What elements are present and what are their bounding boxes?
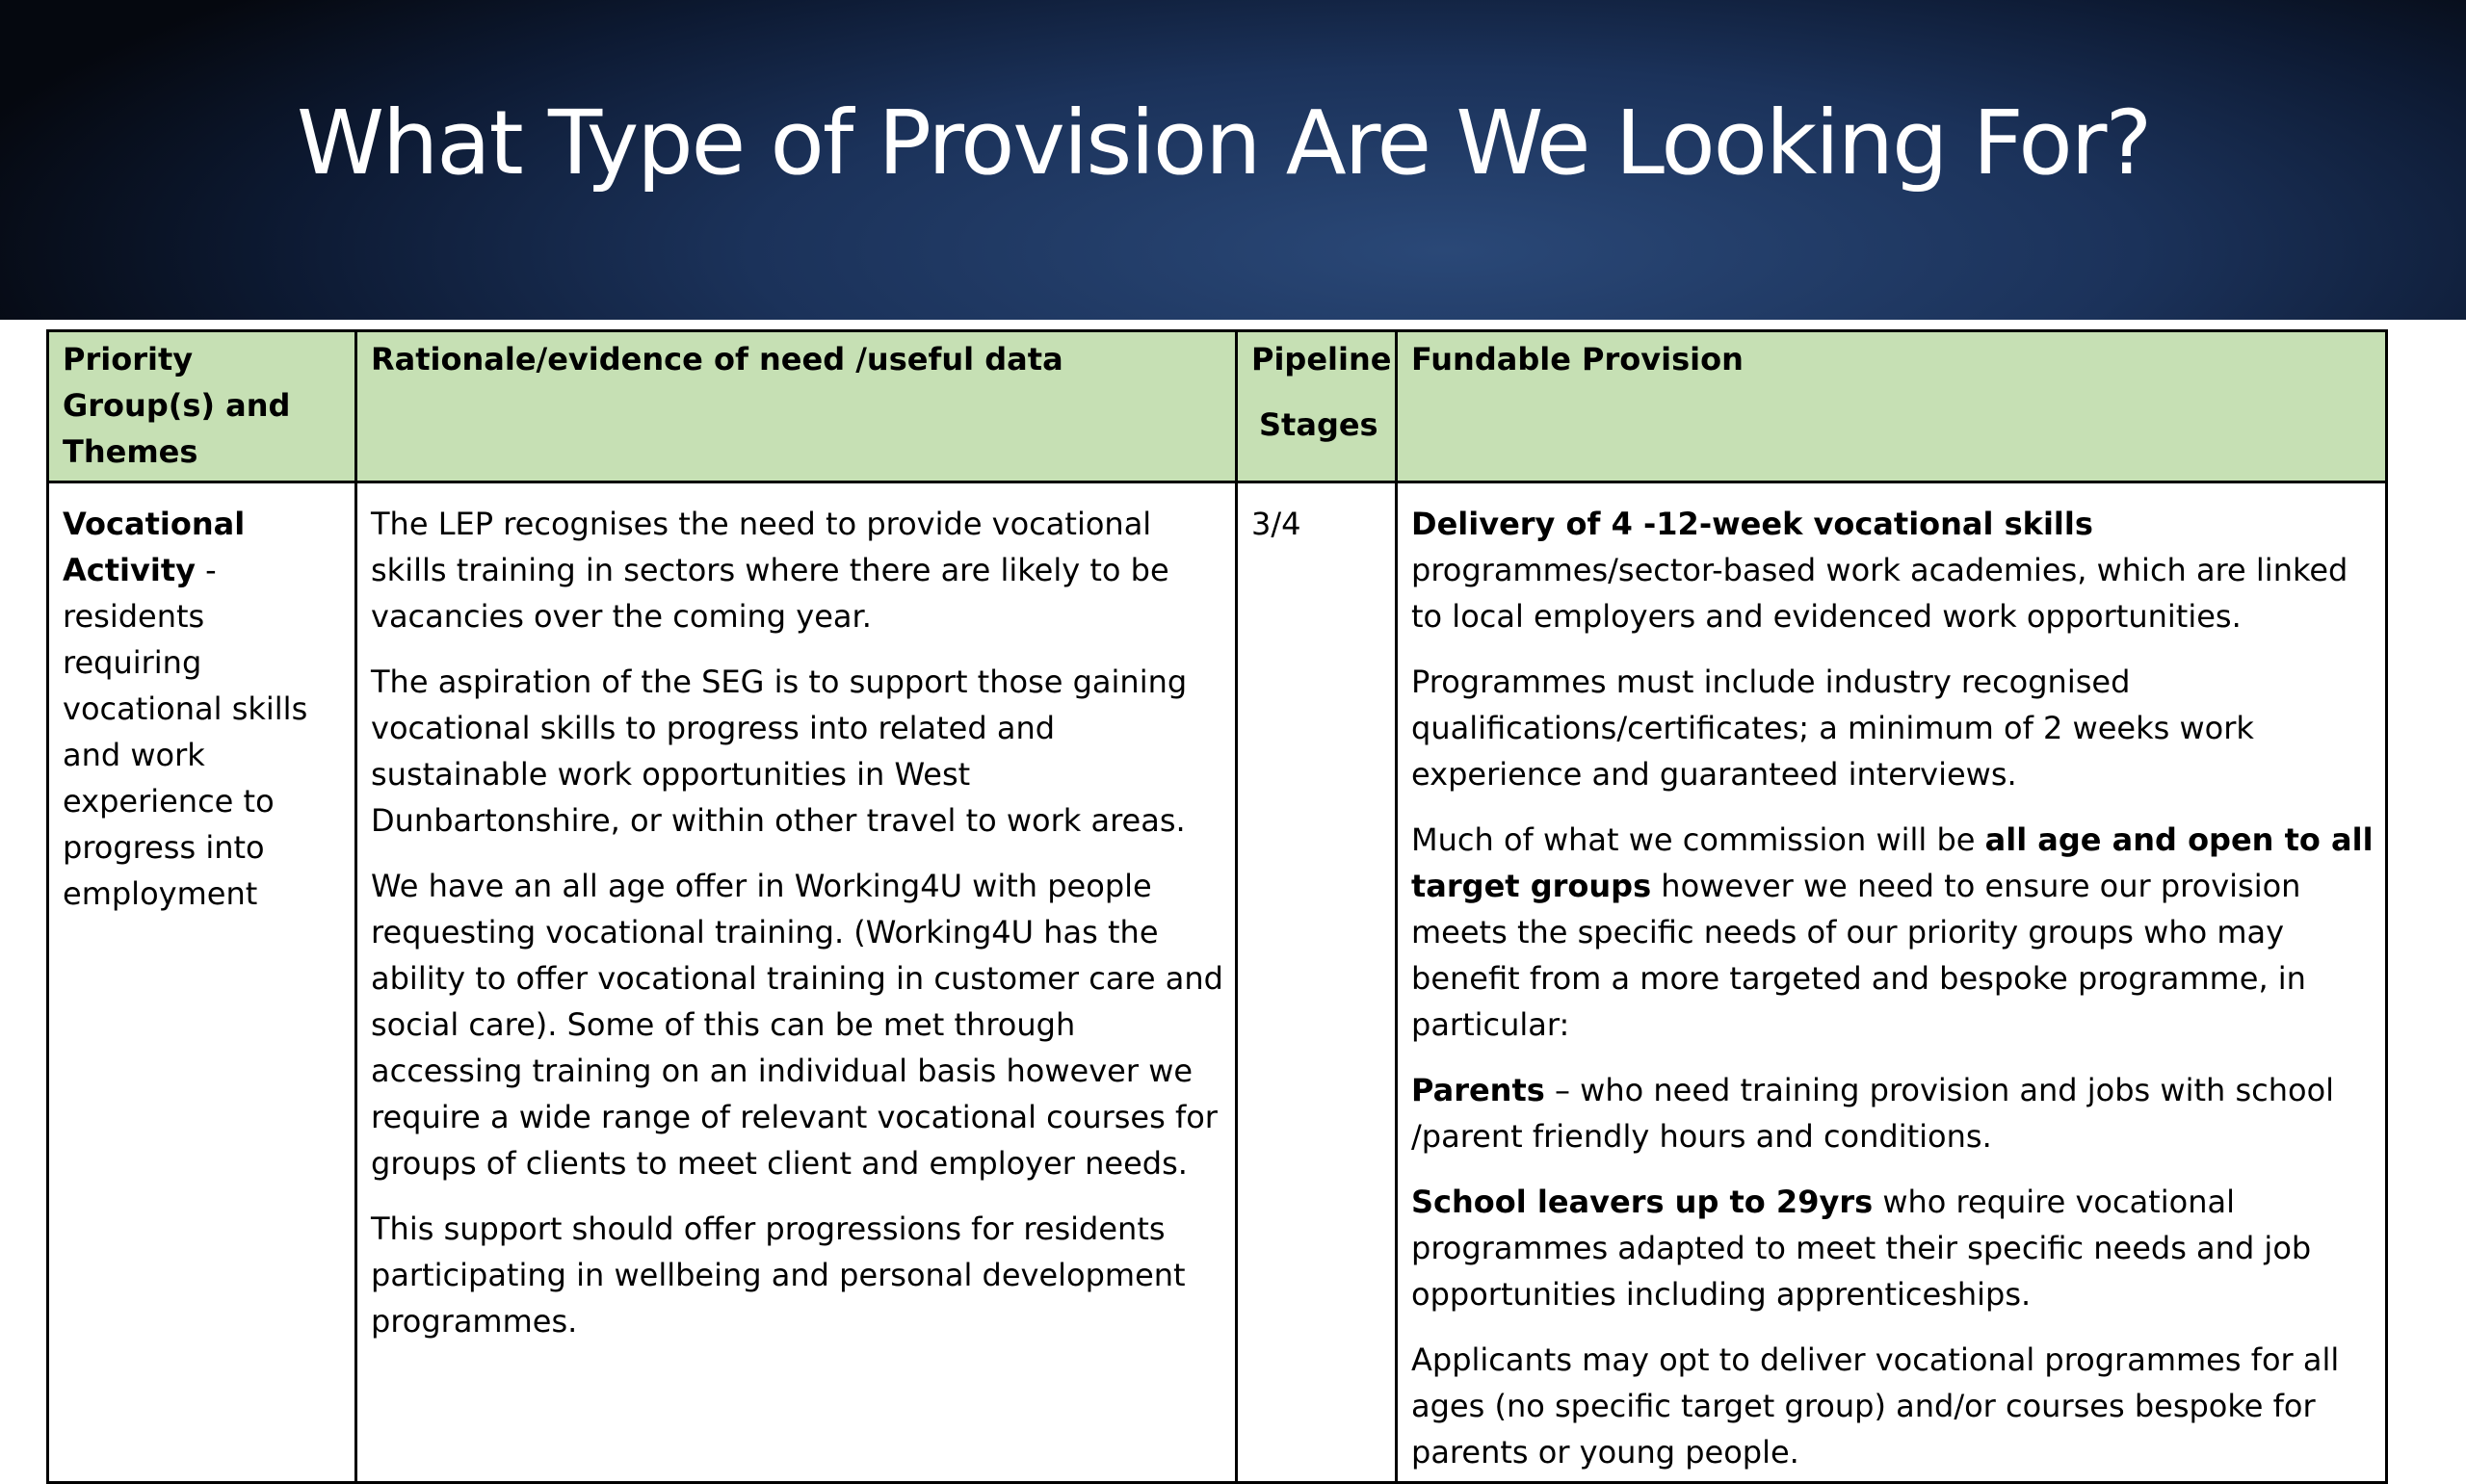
provision-paragraph-parents: [1411, 1067, 2374, 1159]
priority-group-title: Vocational Activity: [63, 506, 246, 588]
provision-text-parents: – who need training provision and jobs with school /parent friendly hours and conditions.: [1411, 1072, 2335, 1155]
title-banner: [0, 0, 2466, 320]
priority-group-description: - residents requiring vocational skills and work experience to progress into employment: [63, 552, 308, 912]
provision-bold-school-leavers: School leavers up to 29yrs: [1411, 1184, 1874, 1220]
header-pipeline-line1: Pipeline: [1251, 341, 1392, 378]
header-pipeline-stages: [1237, 331, 1397, 482]
provision-bold-parents: Parents: [1411, 1072, 1545, 1108]
rationale-paragraph: The LEP recognises the need to provide vocational skills training in sectors where there are likely to be vacancies over the coming year.: [371, 506, 1169, 635]
provision-paragraph-all-age: [1411, 817, 2374, 1048]
provision-text-delivery: programmes/sector-based work academies, which are linked to local employers and evidenced work opportunities.: [1411, 552, 2348, 635]
table-row: [48, 482, 2387, 1483]
provision-table: [46, 329, 2388, 1484]
provision-paragraph-applicants: Applicants may opt to deliver vocational programmes for all ages (no specific target group) and/or courses bespoke for parents or young people.: [1411, 1341, 2340, 1471]
header-row: [48, 331, 2387, 482]
provision-text-school-leavers: who require vocational programmes adapted to meet their specific needs and job opportunities including apprenticeships.: [1411, 1184, 2312, 1313]
header-fundable-provision: Fundable Provision: [1397, 331, 2387, 482]
cell-rationale: [356, 482, 1237, 1483]
provision-text-all-age-a: Much of what we commission will be: [1411, 821, 1985, 858]
rationale-paragraph: The aspiration of the SEG is to support those gaining vocational skills to progress into related and sustainable work opportunities in West Dunbartonshire, or within other travel to work areas.: [371, 664, 1188, 839]
cell-pipeline-stage: 3/4: [1237, 482, 1397, 1483]
rationale-paragraph: We have an all age offer in Working4U with people requesting vocational training. (Working4U has the ability to offer vocational training in customer care and social care). Some of this can be met through accessing training on an individual basis however we require a wide range of relevant vocational courses for groups of clients to meet client and employer needs.: [371, 868, 1223, 1182]
slide-title: What Type of Provision Are We Looking For?: [297, 91, 2151, 195]
cell-fundable-provision: [1397, 482, 2387, 1483]
provision-bold-all-age: all age and open to all target groups: [1411, 821, 2374, 904]
header-rationale: Rationale/evidence of need /useful data: [356, 331, 1237, 482]
provision-paragraph-delivery: [1411, 501, 2374, 639]
provision-paragraph-school-leavers: [1411, 1179, 2374, 1317]
rationale-paragraph: This support should offer progressions for residents participating in wellbeing and personal development programmes.: [371, 1211, 1186, 1340]
provision-paragraph-qualifications: Programmes must include industry recognised qualifications/certificates; a minimum of 2 weeks work experience and guaranteed interviews.: [1411, 664, 2254, 793]
provision-bold-delivery: Delivery of 4 -12-week vocational skills: [1411, 506, 2093, 542]
header-pipeline-line2: Stages: [1259, 406, 1378, 443]
provision-text-all-age-b: however we need to ensure our provision meets the specific needs of our priority groups who may benefit from a more targeted and bespoke programme, in particular:: [1411, 868, 2306, 1043]
cell-priority-group: [48, 482, 356, 1483]
header-priority-groups: Priority Group(s) and Themes: [48, 331, 356, 482]
